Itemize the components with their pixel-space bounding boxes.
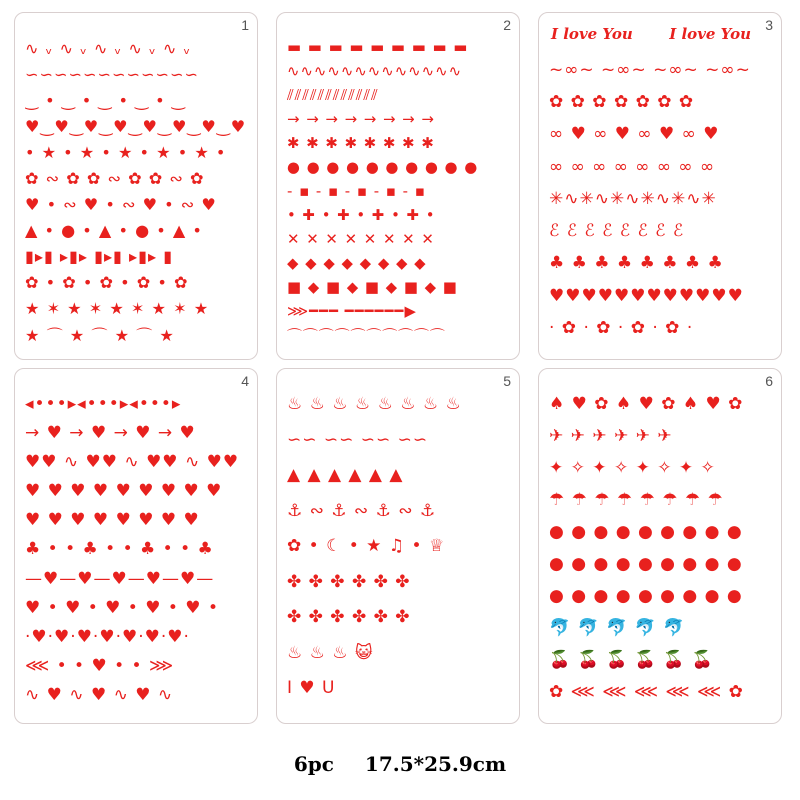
border-pattern-row: ♥♥ ∿ ♥♥ ∿ ♥♥ ∿ ♥♥ [25, 452, 240, 473]
border-pattern-row: 🐬 🐬 🐬 🐬 🐬 [549, 618, 686, 638]
border-pattern-row: → → → → → → → → [287, 110, 435, 128]
border-pattern-row: 🍒 🍒 🍒 🍒 🍒 🍒 [549, 650, 715, 670]
border-pattern-row: ∽∽∽∽∽∽∽∽∽∽∽∽ [25, 64, 199, 84]
border-pattern-row: ∿ ᵥ ∿ ᵥ ∿ ᵥ ∿ ᵥ ∿ ᵥ [25, 38, 192, 58]
border-pattern-row: ● ● ● ● ● ● ● ● ● ● [287, 158, 479, 176]
border-pattern-row: • ★ • ★ • ★ • ★ • ★ • [25, 142, 227, 162]
border-pattern-row: ✿ ✿ ✿ ✿ ✿ ✿ ✿ [549, 92, 695, 113]
stencil-2 [276, 12, 520, 360]
border-pattern-row: ✱ ✱ ✱ ✱ ✱ ✱ ✱ ✱ [287, 134, 435, 152]
border-pattern-row: ∞ ∞ ∞ ∞ ∞ ∞ ∞ ∞ [549, 156, 716, 177]
border-pattern-row: ▲ ▲ ▲ ▲ ▲ ▲ [287, 465, 404, 486]
border-pattern-row: ✕ ✕ ✕ ✕ ✕ ✕ ✕ ✕ [287, 230, 435, 248]
love-text: I love You [551, 25, 633, 43]
border-pattern-row: ✿ • ☾ • ★ ♫ • ♕ [287, 536, 446, 557]
border-pattern-row: ♥ • ♥ • ♥ • ♥ • ♥ • [25, 597, 219, 618]
love-text: I love You [669, 25, 751, 43]
border-pattern-row: I ♥ U [287, 678, 336, 699]
border-pattern-row: ◆ ◆ ◆ ◆ ◆ ◆ ◆ ◆ [287, 254, 427, 272]
border-pattern-row: ● ● ● ● ● ● ● ● ● [549, 522, 743, 542]
border-pattern-row: • ✚ • ✚ • ✚ • ✚ • [287, 206, 436, 224]
border-pattern-row: ♣ • • ♣ • • ♣ • • ♣ [25, 539, 214, 560]
border-pattern-row: ▬ ▬ ▬ ▬ ▬ ▬ ▬ ▬ ▬ [287, 38, 469, 56]
product-caption [0, 752, 800, 776]
stencil-6 [538, 368, 782, 724]
border-pattern-row: ✈ ✈ ✈ ✈ ✈ ✈ [549, 426, 673, 446]
border-pattern-row: → ♥ → ♥ → ♥ → ♥ [25, 423, 196, 444]
border-pattern-row: ♣ ♣ ♣ ♣ ♣ ♣ ♣ ♣ [549, 253, 724, 274]
border-pattern-row: ☂ ☂ ☂ ☂ ☂ ☂ ☂ ☂ [549, 490, 724, 510]
border-pattern-row: ✦ ✧ ✦ ✧ ✦ ✧ ✦ ✧ [549, 458, 716, 478]
stencil-number: 5 [503, 373, 511, 389]
border-pattern-row: ∿ ♥ ∿ ♥ ∿ ♥ ∿ [25, 684, 174, 705]
border-pattern-row: ∞ ♥ ∞ ♥ ∞ ♥ ∞ ♥ [549, 124, 720, 145]
border-pattern-row: ✿ ⋘ ⋘ ⋘ ⋘ ⋘ ✿ [549, 682, 744, 702]
border-pattern-row: ♥♥♥♥♥♥♥♥♥♥♥♥ [549, 285, 744, 306]
stencil-number: 4 [241, 373, 249, 389]
border-pattern-row: ·♥·♥·♥·♥·♥·♥·♥· [25, 626, 190, 647]
piece-count: 6pc [293, 752, 334, 776]
border-pattern-row: ⫽⫽⫽⫽⫽⫽⫽⫽⫽⫽⫽⫽ [287, 86, 379, 104]
border-pattern-row: ♨ ♨ ♨ 😺 [287, 642, 374, 663]
stencil-1 [14, 12, 258, 360]
border-pattern-row: ‿ • ‿ • ‿ • ‿ • ‿ [25, 90, 186, 110]
border-pattern-row: ✿ • ✿ • ✿ • ✿ • ✿ [25, 272, 189, 292]
border-pattern-row: ■ ◆ ■ ◆ ■ ◆ ■ ◆ ■ [287, 278, 458, 296]
border-pattern-row: ∽∽ ∽∽ ∽∽ ∽∽ [287, 429, 429, 450]
stencil-4 [14, 368, 258, 724]
border-pattern-row: ~∞~ ~∞~ ~∞~ ~∞~ [549, 60, 751, 80]
border-pattern-row: ♠ ♥ ✿ ♠ ♥ ✿ ♠ ♥ ✿ [549, 394, 744, 414]
border-pattern-row: ♥‿♥‿♥‿♥‿♥‿♥‿♥‿♥ [25, 116, 247, 136]
border-pattern-row: · ✿ · ✿ · ✿ · ✿ · [549, 317, 694, 338]
border-pattern-row: ⚓ ∾ ⚓ ∾ ⚓ ∾ ⚓ [287, 500, 437, 521]
border-pattern-row: ⋘ • • ♥ • • ⋙ [25, 655, 175, 676]
border-pattern-row: ♥ ♥ ♥ ♥ ♥ ♥ ♥ ♥ [25, 510, 200, 531]
stencil-number: 2 [503, 17, 511, 33]
border-pattern-row: ⋙━━━ ━━━━━━▶ [287, 302, 417, 320]
border-pattern-row: ● ● ● ● ● ● ● ● ● [549, 554, 743, 574]
stencil-number: 1 [241, 17, 249, 33]
border-pattern-row: ✳∿✳∿✳∿✳∿✳∿✳ [549, 188, 717, 209]
stencil-3 [538, 12, 782, 360]
border-pattern-row: ℰ ℰ ℰ ℰ ℰ ℰ ℰ ℰ [549, 221, 685, 242]
border-pattern-row: ✿ ∾ ✿ ✿ ∾ ✿ ✿ ∾ ✿ [25, 168, 205, 188]
border-pattern-row: ● ● ● ● ● ● ● ● ● [549, 586, 743, 606]
border-pattern-row: ♨ ♨ ♨ ♨ ♨ ♨ ♨ ♨ [287, 394, 462, 414]
border-pattern-row: —♥—♥—♥—♥—♥— [25, 568, 215, 589]
border-pattern-row: ★ ⌒ ★ ⌒ ★ ⌒ ★ [25, 326, 175, 345]
border-pattern-row: ✤ ✤ ✤ ✤ ✤ ✤ [287, 571, 411, 592]
stencil-number: 6 [765, 373, 773, 389]
border-pattern-row: ▲ • ● • ▲ • ● • ▲ • [25, 220, 203, 240]
stencil-size: 17.5*25.9cm [364, 752, 507, 776]
border-pattern-row: - ▪ - ▪ - ▪ - ▪ - ▪ [287, 182, 426, 200]
border-pattern-row: ★ ✶ ★ ✶ ★ ✶ ★ ✶ ★ [25, 298, 210, 318]
border-pattern-row: ◂•••▸◂•••▸◂•••▸ [25, 394, 182, 414]
i-love-you-text [551, 25, 751, 43]
stencil-5 [276, 368, 520, 724]
border-pattern-row: ✤ ✤ ✤ ✤ ✤ ✤ [287, 607, 411, 628]
stencil-number: 3 [765, 17, 773, 33]
border-pattern-row: ▮▸▮ ▸▮▸ ▮▸▮ ▸▮▸ ▮ [25, 246, 174, 266]
border-pattern-row: ∿∿∿∿∿∿∿∿∿∿∿∿∿ [287, 62, 463, 80]
border-pattern-row: ♥ • ∾ ♥ • ∾ ♥ • ∾ ♥ [25, 194, 217, 214]
border-pattern-row: ♥ ♥ ♥ ♥ ♥ ♥ ♥ ♥ ♥ [25, 481, 223, 502]
border-pattern-row: ⌒⌒⌒⌒⌒⌒⌒⌒⌒⌒ [287, 326, 446, 345]
